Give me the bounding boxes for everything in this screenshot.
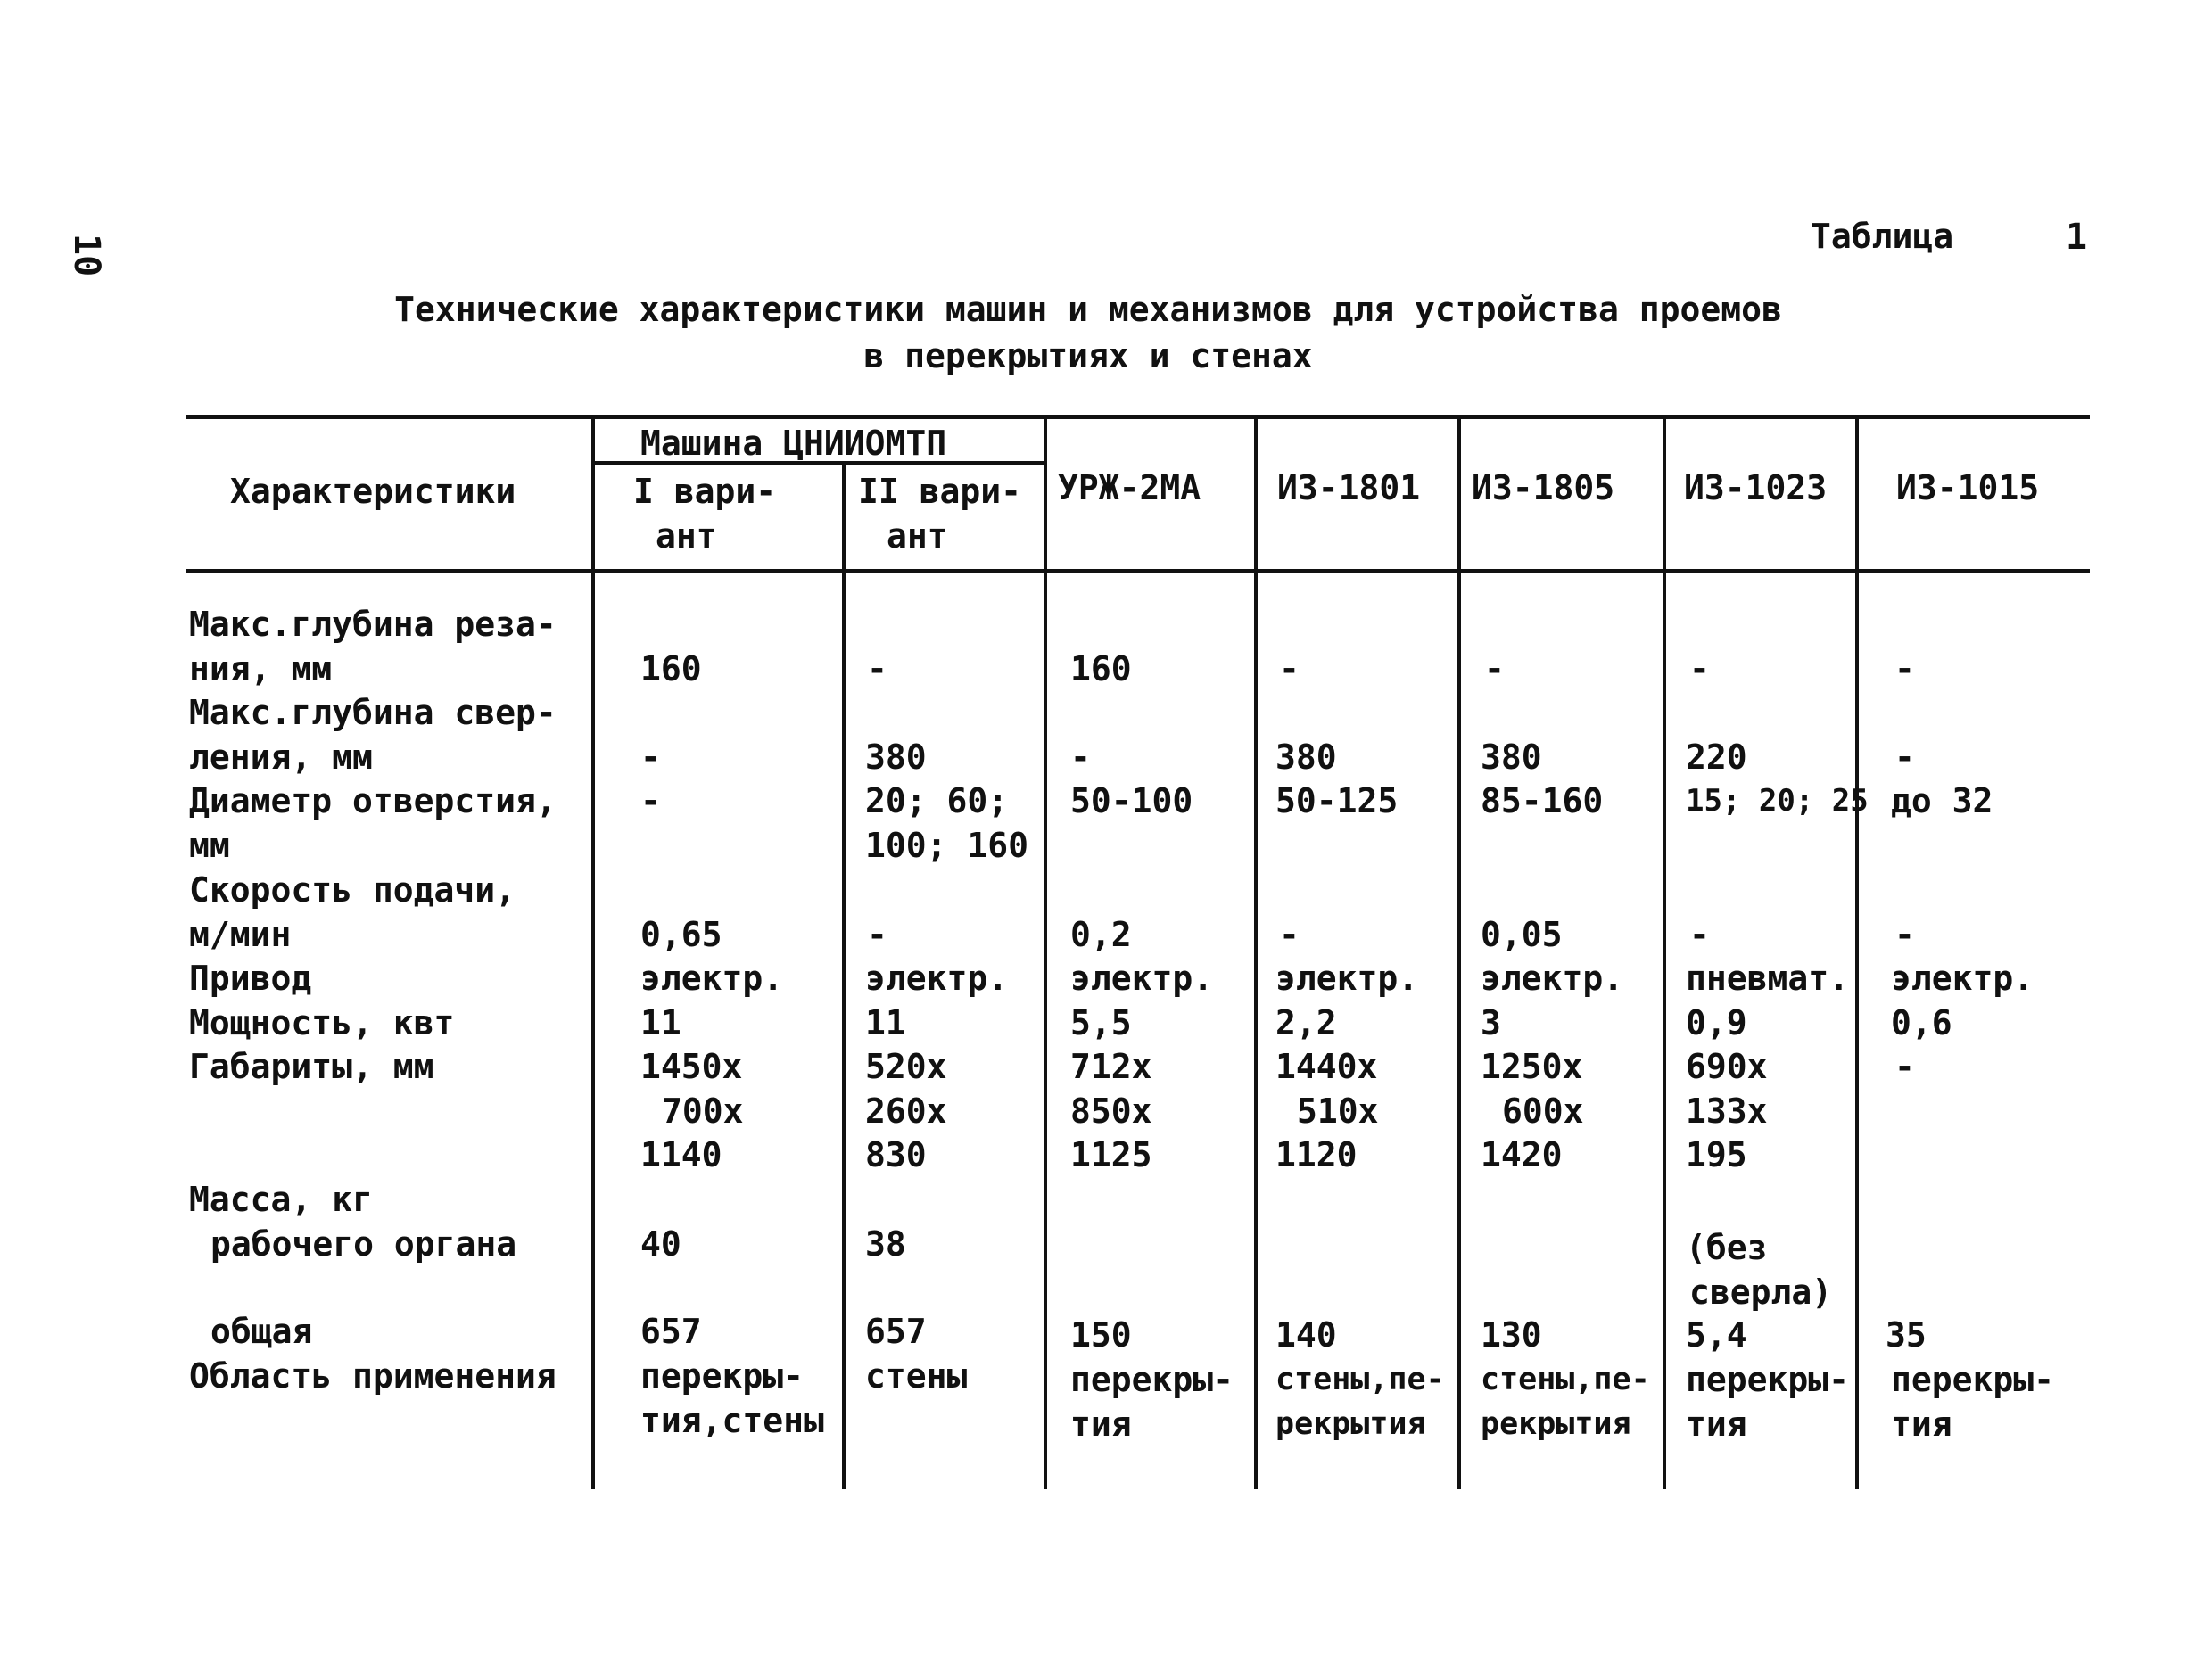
cell-application: рекрытия (1275, 1406, 1426, 1442)
cell-drill-depth: - (1070, 737, 1091, 777)
cell-hole-diameter: 20; 60; (865, 781, 1009, 820)
cell-dimensions: 520x (865, 1047, 947, 1086)
cell-feed-speed: 0,2 (1070, 915, 1132, 954)
row-label-power: Мощность, квт (189, 1003, 455, 1042)
cell-dimensions: 700x (662, 1091, 744, 1131)
cell-dimensions: 510x (1297, 1091, 1379, 1131)
cell-drive: электр. (640, 959, 784, 998)
table-top-rule (186, 415, 2090, 419)
cell-mass-work-note: (без (1686, 1228, 1768, 1267)
cell-cut-depth: - (1484, 649, 1505, 688)
cell-cut-depth: - (1279, 649, 1300, 688)
cell-feed-speed: 0,05 (1481, 915, 1563, 954)
cell-drill-depth: 380 (1481, 737, 1542, 777)
cell-hole-diameter: 15; 20; 25 (1686, 783, 1869, 819)
cell-feed-speed: - (1689, 915, 1710, 954)
column-divider (1044, 419, 1047, 1489)
cell-cut-depth: 160 (1070, 649, 1132, 688)
header-bottom-rule (186, 569, 2090, 573)
header-variant1-line1: I вари- (633, 472, 777, 511)
header-variant1-line2: ант (656, 516, 717, 556)
cell-mass-work-organ: 40 (640, 1224, 681, 1264)
cell-application: рекрытия (1481, 1406, 1631, 1442)
row-label-drive: Привод (189, 959, 312, 998)
cell-dimensions: 133x (1686, 1091, 1768, 1131)
column-divider (1457, 419, 1461, 1489)
cell-power: 3 (1481, 1003, 1501, 1042)
header-iz-1023: ИЗ-1023 (1684, 468, 1828, 507)
cell-dimensions: 1140 (640, 1135, 722, 1174)
table-caption-line2: в перекрытиях и стенах (863, 336, 1313, 375)
cell-dimensions: 1125 (1070, 1135, 1152, 1174)
cell-mass-total: 5,4 (1686, 1315, 1747, 1355)
cell-application: тия,стены (640, 1401, 824, 1440)
cell-dimensions: 260x (865, 1091, 947, 1131)
cell-mass-total: 657 (865, 1312, 927, 1351)
cell-hole-diameter: 50-100 (1070, 781, 1193, 820)
column-divider (1254, 419, 1258, 1489)
cell-dimensions: - (1894, 1047, 1915, 1086)
cell-application: перекры- (1070, 1360, 1234, 1399)
row-label-hole-diameter-unit: мм (189, 826, 230, 865)
table-caption: Технические характеристики машин и механизмов для устройства проемов (394, 290, 1782, 329)
row-label-mass-work-organ: рабочего органа (210, 1224, 517, 1264)
cell-application: тия (1070, 1405, 1132, 1444)
cell-hole-diameter: до 32 (1891, 781, 1993, 820)
row-label-application: Область применения (189, 1356, 557, 1396)
cell-dimensions: 1120 (1275, 1135, 1358, 1174)
cell-drive: пневмат. (1686, 959, 1850, 998)
cell-cut-depth: 160 (640, 649, 702, 688)
table-number: 1 (2066, 217, 2088, 258)
cell-power: 11 (865, 1003, 906, 1042)
cell-drill-depth: 380 (1275, 737, 1337, 777)
cell-drill-depth: 220 (1686, 737, 1747, 777)
row-label-drill-depth: Макс.глубина свер- (189, 693, 557, 732)
cell-drive: электр. (1891, 959, 2035, 998)
cell-mass-total: 140 (1275, 1315, 1337, 1355)
column-divider (1663, 419, 1666, 1489)
table-label: Таблица (1811, 217, 1954, 256)
row-label-dimensions: Габариты, мм (189, 1047, 434, 1086)
cell-dimensions: 850x (1070, 1091, 1152, 1131)
row-label-hole-diameter: Диаметр отверстия, (189, 781, 557, 820)
cell-application: тия (1686, 1405, 1747, 1444)
row-label-cut-depth-unit: ния, мм (189, 649, 333, 688)
cell-hole-diameter: 85-160 (1481, 781, 1604, 820)
cell-mass-work-note: сверла) (1689, 1273, 1833, 1312)
cell-drill-depth: - (1894, 737, 1915, 777)
cell-hole-diameter: - (640, 781, 661, 820)
cell-hole-diameter: 50-125 (1275, 781, 1399, 820)
cell-hole-diameter-cont: 100; 160 (865, 826, 1029, 865)
cell-power: 2,2 (1275, 1003, 1337, 1042)
cell-power: 5,5 (1070, 1003, 1132, 1042)
cell-drill-depth: 380 (865, 737, 927, 777)
cell-dimensions: 1250x (1481, 1047, 1583, 1086)
cell-drill-depth: - (640, 737, 661, 777)
cell-cut-depth: - (867, 649, 887, 688)
cell-application: тия (1891, 1405, 1952, 1444)
cell-feed-speed: - (867, 915, 887, 954)
header-group-tsniiomtp: Машина ЦНИИОМТП (640, 424, 947, 463)
cell-application: перекры- (1686, 1360, 1850, 1399)
cell-drive: электр. (865, 959, 1009, 998)
header-iz-1805: ИЗ-1805 (1472, 468, 1615, 507)
cell-mass-total: 657 (640, 1312, 702, 1351)
cell-dimensions: 690x (1686, 1047, 1768, 1086)
row-label-feed-speed: Скорость подачи, (189, 870, 516, 910)
header-characteristics: Характеристики (230, 472, 516, 511)
cell-application: стены,пе- (1275, 1362, 1445, 1397)
cell-application: перекры- (640, 1356, 805, 1396)
cell-drive: электр. (1275, 959, 1419, 998)
row-label-mass: Масса, кг (189, 1180, 373, 1219)
cell-dimensions: 1440x (1275, 1047, 1378, 1086)
header-urzh-2ma: УРЖ-2МА (1058, 468, 1201, 507)
row-label-drill-depth-unit: ления, мм (189, 737, 373, 777)
cell-dimensions: 600x (1502, 1091, 1584, 1131)
cell-feed-speed: - (1279, 915, 1300, 954)
column-divider (842, 463, 846, 1489)
cell-drive: электр. (1481, 959, 1624, 998)
column-divider (591, 419, 595, 1489)
cell-mass-work-organ: 38 (865, 1224, 906, 1264)
cell-mass-total: 130 (1481, 1315, 1542, 1355)
cell-power: 0,9 (1686, 1003, 1747, 1042)
cell-dimensions: 830 (865, 1135, 927, 1174)
cell-feed-speed: - (1894, 915, 1915, 954)
column-divider (1855, 419, 1859, 1489)
header-variant2-line2: ант (887, 516, 948, 556)
header-iz-1015: ИЗ-1015 (1896, 468, 2040, 507)
cell-dimensions: 195 (1686, 1135, 1747, 1174)
cell-feed-speed: 0,65 (640, 915, 722, 954)
cell-application: перекры- (1891, 1360, 2055, 1399)
cell-power: 0,6 (1891, 1003, 1952, 1042)
cell-cut-depth: - (1894, 649, 1915, 688)
cell-power: 11 (640, 1003, 681, 1042)
cell-mass-total: 35 (1886, 1315, 1927, 1355)
page-number: 10 (66, 234, 107, 277)
cell-application: стены,пе- (1481, 1362, 1650, 1397)
row-label-feed-speed-unit: м/мин (189, 915, 292, 954)
cell-dimensions: 712x (1070, 1047, 1152, 1086)
row-label-mass-total: общая (210, 1312, 313, 1351)
cell-dimensions: 1450x (640, 1047, 743, 1086)
header-iz-1801: ИЗ-1801 (1277, 468, 1421, 507)
cell-drive: электр. (1070, 959, 1214, 998)
header-variant2-line1: II вари- (858, 472, 1022, 511)
cell-application: стены (865, 1356, 968, 1396)
cell-cut-depth: - (1689, 649, 1710, 688)
row-label-cut-depth: Макс.глубина реза- (189, 605, 557, 644)
cell-dimensions: 1420 (1481, 1135, 1563, 1174)
cell-mass-total: 150 (1070, 1315, 1132, 1355)
